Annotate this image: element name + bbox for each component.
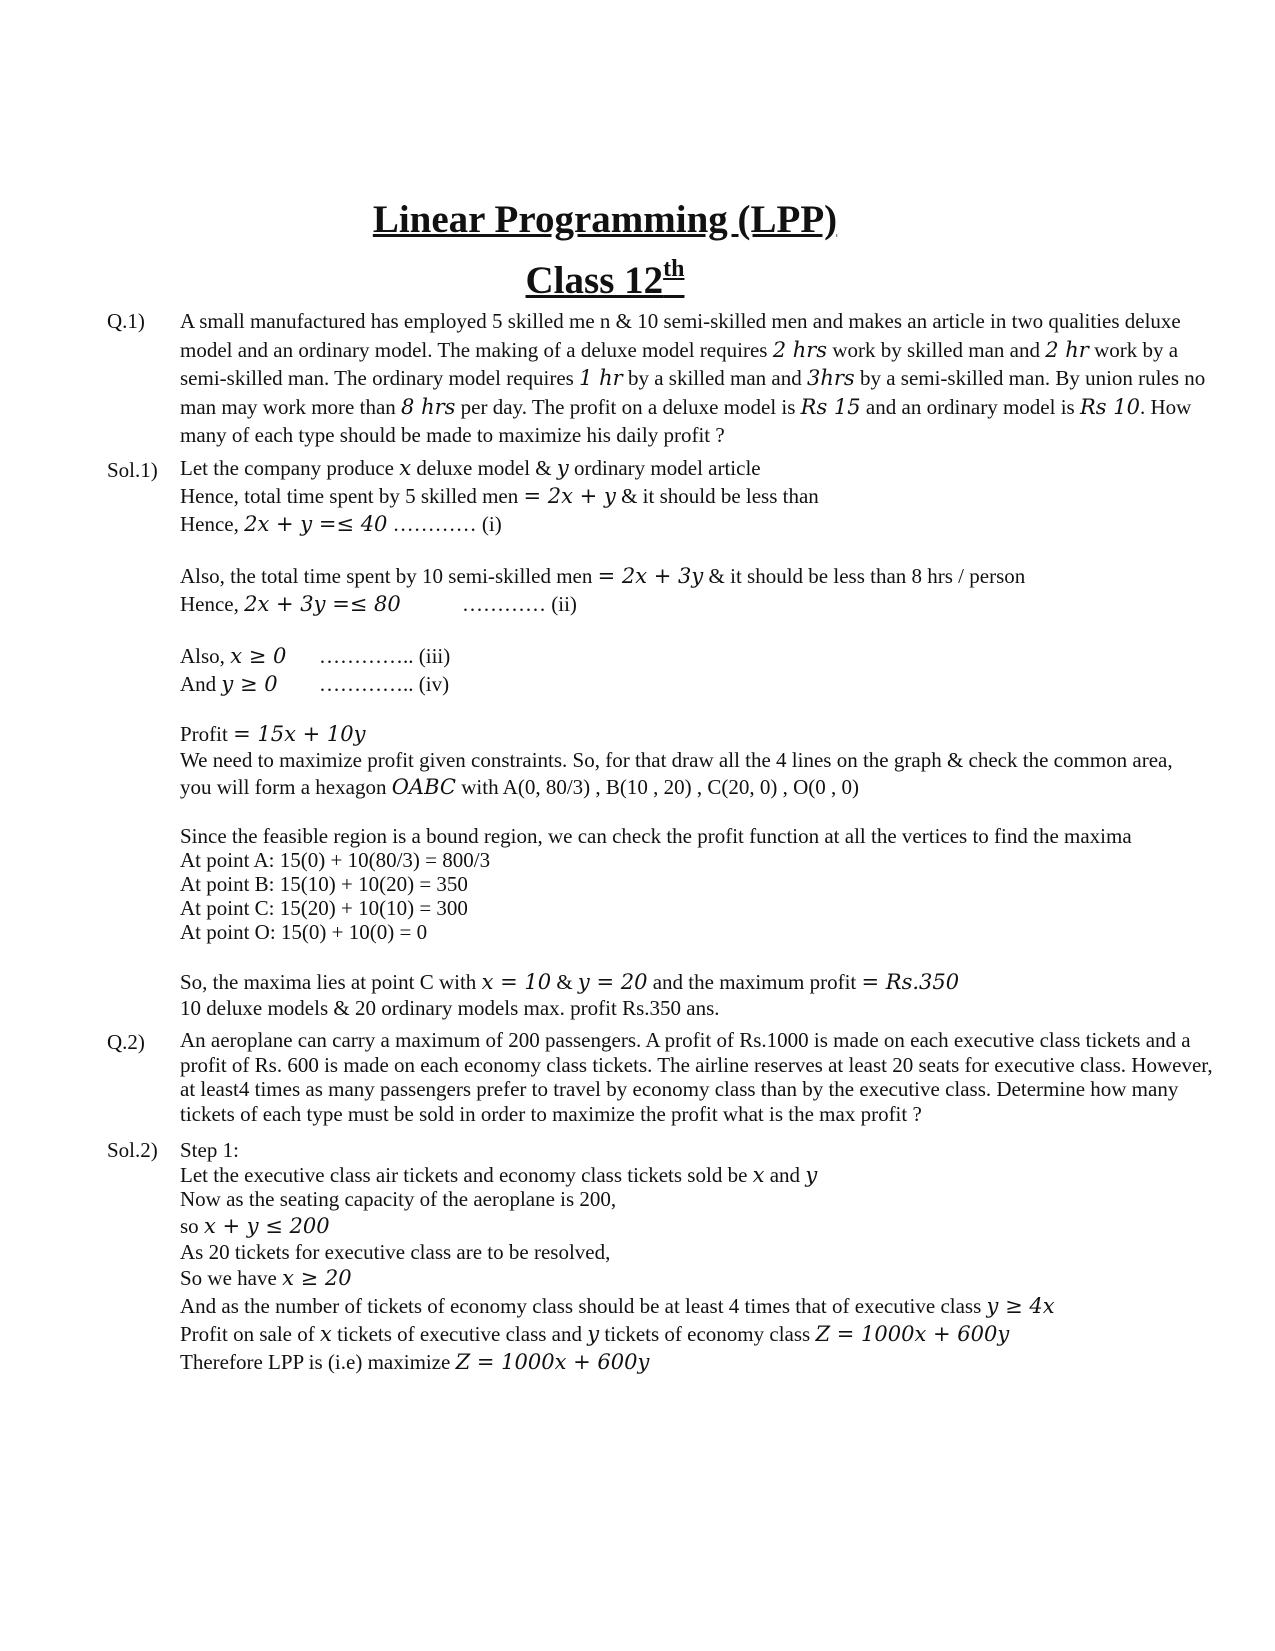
constraint-iii-ref: ………….. (iii): [319, 644, 451, 668]
sol2-line: Step 1:: [180, 1138, 239, 1162]
sol1-answer: 10 deluxe models & 20 ordinary models max. profit Rs.350 ans.: [180, 996, 720, 1020]
constraint-i: Hence, 2x + y =≤ 40 ………… (i): [180, 512, 502, 536]
q2-label: Q.2): [107, 1030, 145, 1054]
sol1-line: Let the company produce x deluxe model & y ordinary model article: [180, 456, 761, 480]
constraint-iii: Also, x ≥ 0: [180, 644, 287, 668]
vertex-eval: At point A: 15(0) + 10(80/3) = 800/3: [180, 848, 491, 872]
sol2-line: Let the executive class air tickets and economy class tickets sold be x and y: [180, 1163, 818, 1187]
sol2-line: So we have x ≥ 20: [180, 1266, 352, 1290]
vertex-eval: At point B: 15(10) + 10(20) = 350: [180, 872, 468, 896]
q2-text: An aeroplane can carry a maximum of 200 passengers. A profit of Rs.1000 is made on each executive class tickets and a profit of Rs. 600 is made on each economy class tickets. The airline reserves at least 20 seats for executive class. However, at least4 times as many passengers prefer to travel by economy class than by the executive class. Determine how many tickets of each type must be sold in order to maximize the profit what is the max profit ?: [180, 1028, 1213, 1126]
class-heading-superscript: th: [663, 256, 685, 282]
profit-function: Profit = 15x + 10y: [180, 722, 366, 746]
sol2-line: Therefore LPP is (i.e) maximize Z = 1000x + 600y: [180, 1350, 650, 1374]
sol1-line: Since the feasible region is a bound region, we can check the profit function at all the vertices to find the maxima: [180, 824, 1132, 848]
sol2-line: Now as the seating capacity of the aeroplane is 200,: [180, 1187, 617, 1211]
document-title: Linear Programming (LPP): [372, 198, 838, 241]
sol1-conclusion: So, the maxima lies at point C with x = 10 & y = 20 and the maximum profit = Rs.350: [180, 970, 960, 994]
q1-label: Q.1): [107, 309, 145, 333]
sol2-line: Profit on sale of x tickets of executive class and y tickets of economy class Z = 1000x + 600y: [180, 1322, 1010, 1346]
constraint-ii-ref: ………… (ii): [462, 592, 577, 616]
sol2-label: Sol.2): [107, 1138, 158, 1162]
sol2-line: so x + y ≤ 200: [180, 1214, 330, 1238]
q1-text: A small manufactured has employed 5 skilled me n & 10 semi-skilled men and makes an article in two qualities deluxe model and an ordinary model. The making of a deluxe model requires 2 hrs work by skilled man and 2 hr work by a semi-skilled man. The ordinary model requires 1 hr by a skilled man and 3hrs by a semi-skilled man. By union rules no man may work more than 8 hrs per day. The profit on a deluxe model is Rs 15 and an ordinary model is Rs 10. How many of each type should be made to maximize his daily profit ?: [180, 309, 1206, 447]
sol1-label: Sol.1): [107, 458, 158, 482]
sol2-line: As 20 tickets for executive class are to be resolved,: [180, 1240, 611, 1264]
vertex-eval: At point O: 15(0) + 10(0) = 0: [180, 920, 428, 944]
sol1-line: Hence, total time spent by 5 skilled men = 2x + y & it should be less than: [180, 484, 819, 508]
class-heading-text: Class 12: [525, 259, 664, 302]
constraint-ii: Hence, 2x + 3y =≤ 80: [180, 592, 401, 616]
constraint-iv-ref: ………….. (iv): [319, 672, 450, 696]
sol1-line: you will form a hexagon OABC with A(0, 80/3) , B(10 , 20) , C(20, 0) , O(0 , 0): [180, 775, 860, 799]
constraint-iv: And y ≥ 0: [180, 672, 278, 696]
sol2-line: And as the number of tickets of economy class should be at least 4 times that of executive class y ≥ 4x: [180, 1294, 1055, 1318]
sol1-line: Also, the total time spent by 10 semi-skilled men = 2x + 3y & it should be less than 8 hrs / person: [180, 564, 1026, 588]
sol1-line: We need to maximize profit given constraints. So, for that draw all the 4 lines on the graph & check the common area,: [180, 748, 1173, 772]
class-heading: [0, 256, 1210, 302]
vertex-eval: At point C: 15(20) + 10(10) = 300: [180, 896, 468, 920]
